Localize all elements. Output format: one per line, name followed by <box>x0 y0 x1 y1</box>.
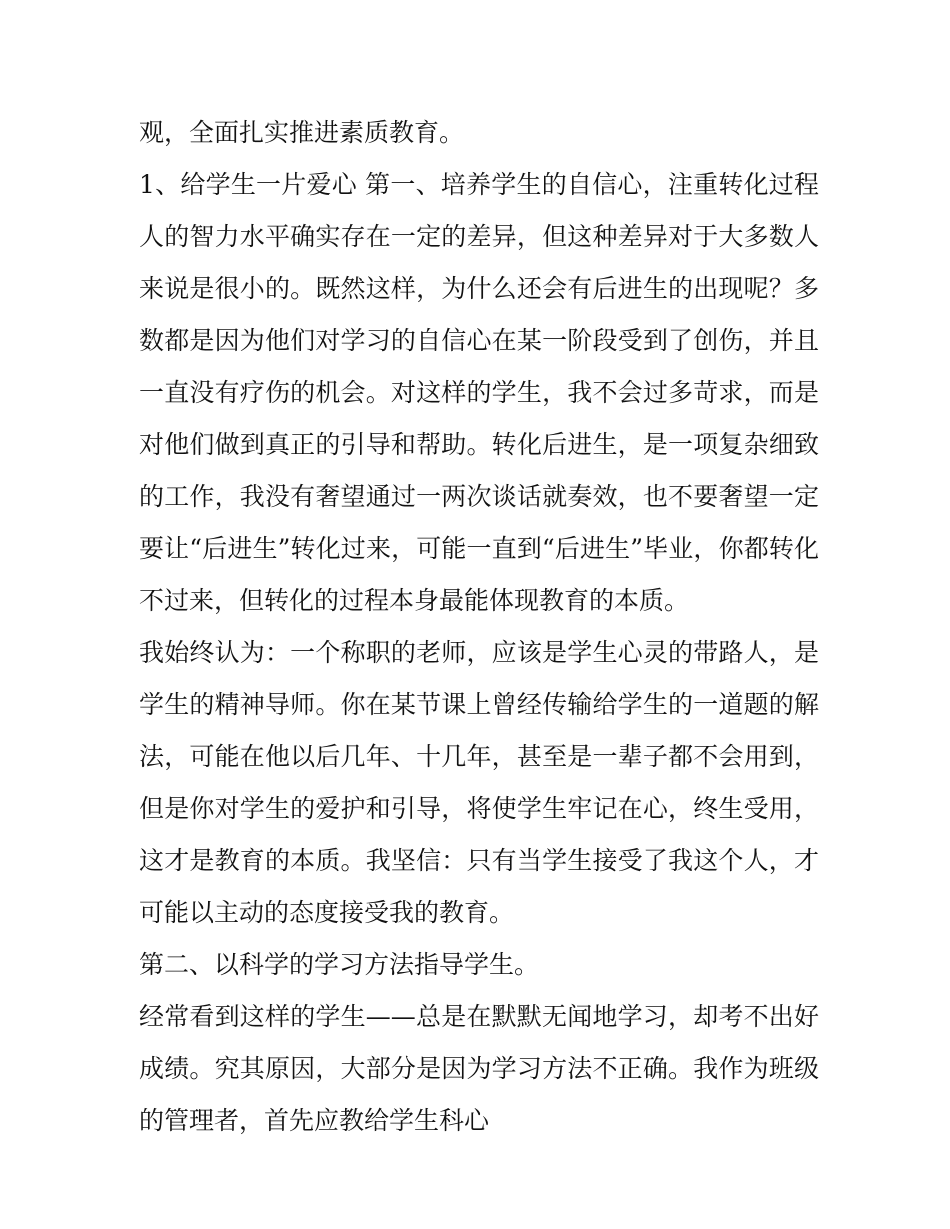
text-line: 但是你对学生的爱护和引导，将使学生牢记在心，终生受用， <box>139 794 819 823</box>
text-line: 的管理者，首先应教给学生科心 <box>139 1106 490 1135</box>
text-line: 我始终认为：一个称职的老师，应该是学生心灵的带路人，是 <box>139 638 819 667</box>
body-text <box>139 107 819 1147</box>
text-line: 人的智力水平确实存在一定的差异，但这种差异对于大多数人 <box>139 222 819 251</box>
text-line: 的工作，我没有奢望通过一两次谈话就奏效，也不要奢望一定 <box>139 482 819 511</box>
text-line: 1、给学生一片爱心 第一、培养学生的自信心，注重转化过程 <box>139 170 819 199</box>
text-line: 一直没有疗伤的机会。对这样的学生，我不会过多苛求，而是 <box>139 378 819 407</box>
text-line: 观，全面扎实推进素质教育。 <box>139 118 465 147</box>
text-line: 学生的精神导师。你在某节课上曾经传输给学生的一道题的解 <box>139 690 819 719</box>
text-line: 不过来，但转化的过程本身最能体现教育的本质。 <box>139 586 690 615</box>
text-line: 经常看到这样的学生——总是在默默无闻地学习，却考不出好 <box>139 1002 819 1031</box>
text-line: 对他们做到真正的引导和帮助。转化后进生，是一项复杂细致 <box>139 430 819 459</box>
text-line: 法，可能在他以后几年、十几年，甚至是一辈子都不会用到， <box>139 742 819 771</box>
text-line: 成绩。究其原因，大部分是因为学习方法不正确。我作为班级 <box>139 1054 819 1083</box>
text-line: 要让“后进生”转化过来，可能一直到“后进生”毕业，你都转化 <box>139 534 819 563</box>
text-line: 数都是因为他们对学习的自信心在某一阶段受到了创伤，并且 <box>139 326 819 355</box>
text-line: 这才是教育的本质。我坚信：只有当学生接受了我这个人，才 <box>139 846 819 875</box>
text-line: 来说是很小的。既然这样，为什么还会有后进生的出现呢？多 <box>139 274 819 303</box>
text-line: 第二、以科学的学习方法指导学生。 <box>139 950 540 979</box>
text-line: 可能以主动的态度接受我的教育。 <box>139 898 515 927</box>
